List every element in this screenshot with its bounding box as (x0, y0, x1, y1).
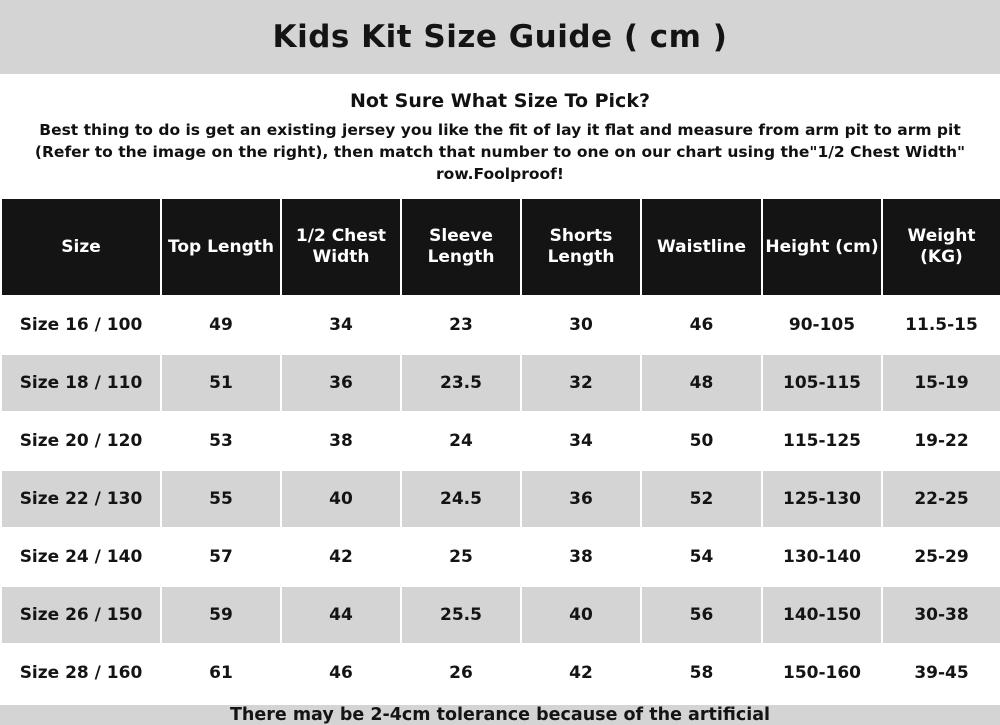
cell-shorts-length: 42 (521, 644, 641, 702)
table-header-row (1, 198, 1000, 296)
cell-sleeve-length: 24.5 (401, 470, 521, 528)
cell-half-chest-width: 38 (281, 412, 401, 470)
cell-shorts-length: 32 (521, 354, 641, 412)
cell-size: Size 24 / 140 (1, 528, 161, 586)
cell-height: 130-140 (762, 528, 882, 586)
cell-waistline: 46 (641, 296, 762, 354)
cell-size: Size 20 / 120 (1, 412, 161, 470)
table-row (1, 528, 1000, 586)
table-row (1, 644, 1000, 702)
cell-weight: 11.5-15 (882, 296, 1000, 354)
cell-size: Size 26 / 150 (1, 586, 161, 644)
table-row (1, 470, 1000, 528)
cell-weight: 15-19 (882, 354, 1000, 412)
cell-sleeve-length: 26 (401, 644, 521, 702)
cell-sleeve-length: 24 (401, 412, 521, 470)
cell-height: 125-130 (762, 470, 882, 528)
cell-height: 90-105 (762, 296, 882, 354)
cell-waistline: 54 (641, 528, 762, 586)
cell-top-length: 61 (161, 644, 281, 702)
cell-half-chest-width: 42 (281, 528, 401, 586)
cell-waistline: 58 (641, 644, 762, 702)
table-row (1, 354, 1000, 412)
cell-sleeve-length: 25.5 (401, 586, 521, 644)
column-header-top-length: Top Length (161, 198, 281, 296)
cell-weight: 19-22 (882, 412, 1000, 470)
cell-top-length: 55 (161, 470, 281, 528)
cell-shorts-length: 36 (521, 470, 641, 528)
table-row (1, 412, 1000, 470)
footer-band (0, 703, 1000, 725)
cell-size: Size 18 / 110 (1, 354, 161, 412)
column-header-waistline: Waistline (641, 198, 762, 296)
cell-half-chest-width: 34 (281, 296, 401, 354)
cell-top-length: 51 (161, 354, 281, 412)
cell-height: 140-150 (762, 586, 882, 644)
cell-shorts-length: 40 (521, 586, 641, 644)
column-header-shorts-length: Shorts Length (521, 198, 641, 296)
cell-shorts-length: 30 (521, 296, 641, 354)
cell-top-length: 53 (161, 412, 281, 470)
cell-half-chest-width: 46 (281, 644, 401, 702)
column-header-sleeve-length: Sleeve Length (401, 198, 521, 296)
column-header-half-chest-width: 1/2 Chest Width (281, 198, 401, 296)
table-row (1, 586, 1000, 644)
cell-top-length: 49 (161, 296, 281, 354)
column-header-size: Size (1, 198, 161, 296)
tolerance-note: There may be 2-4cm tolerance because of the artificial (229, 705, 771, 725)
cell-sleeve-length: 23 (401, 296, 521, 354)
cell-top-length: 59 (161, 586, 281, 644)
cell-waistline: 50 (641, 412, 762, 470)
cell-shorts-length: 34 (521, 412, 641, 470)
cell-height: 150-160 (762, 644, 882, 702)
cell-waistline: 48 (641, 354, 762, 412)
cell-shorts-length: 38 (521, 528, 641, 586)
cell-waistline: 52 (641, 470, 762, 528)
cell-weight: 22-25 (882, 470, 1000, 528)
cell-half-chest-width: 40 (281, 470, 401, 528)
title-bar (0, 0, 1000, 76)
table-body (1, 296, 1000, 702)
cell-weight: 25-29 (882, 528, 1000, 586)
table-header-row-group (1, 198, 1000, 296)
intro-section (0, 76, 1000, 197)
cell-waistline: 56 (641, 586, 762, 644)
cell-weight: 39-45 (882, 644, 1000, 702)
size-chart-table (0, 197, 1000, 703)
column-header-height: Height (cm) (762, 198, 882, 296)
cell-sleeve-length: 25 (401, 528, 521, 586)
cell-weight: 30-38 (882, 586, 1000, 644)
cell-height: 115-125 (762, 412, 882, 470)
cell-size: Size 16 / 100 (1, 296, 161, 354)
cell-size: Size 22 / 130 (1, 470, 161, 528)
page-title: Kids Kit Size Guide ( cm ) (272, 19, 728, 55)
table-row (1, 296, 1000, 354)
intro-body-text: Best thing to do is get an existing jersey you like the fit of lay it flat and measure from arm pit to arm pit (Refer to the image on the right), then match that number to one on our chart using the"1/2 Chest Width" row.Foolproof! (34, 121, 966, 183)
cell-size: Size 28 / 160 (1, 644, 161, 702)
intro-subheading: Not Sure What Size To Pick? (350, 90, 650, 112)
cell-height: 105-115 (762, 354, 882, 412)
cell-half-chest-width: 44 (281, 586, 401, 644)
cell-sleeve-length: 23.5 (401, 354, 521, 412)
column-header-weight: Weight (KG) (882, 198, 1000, 296)
cell-top-length: 57 (161, 528, 281, 586)
cell-half-chest-width: 36 (281, 354, 401, 412)
